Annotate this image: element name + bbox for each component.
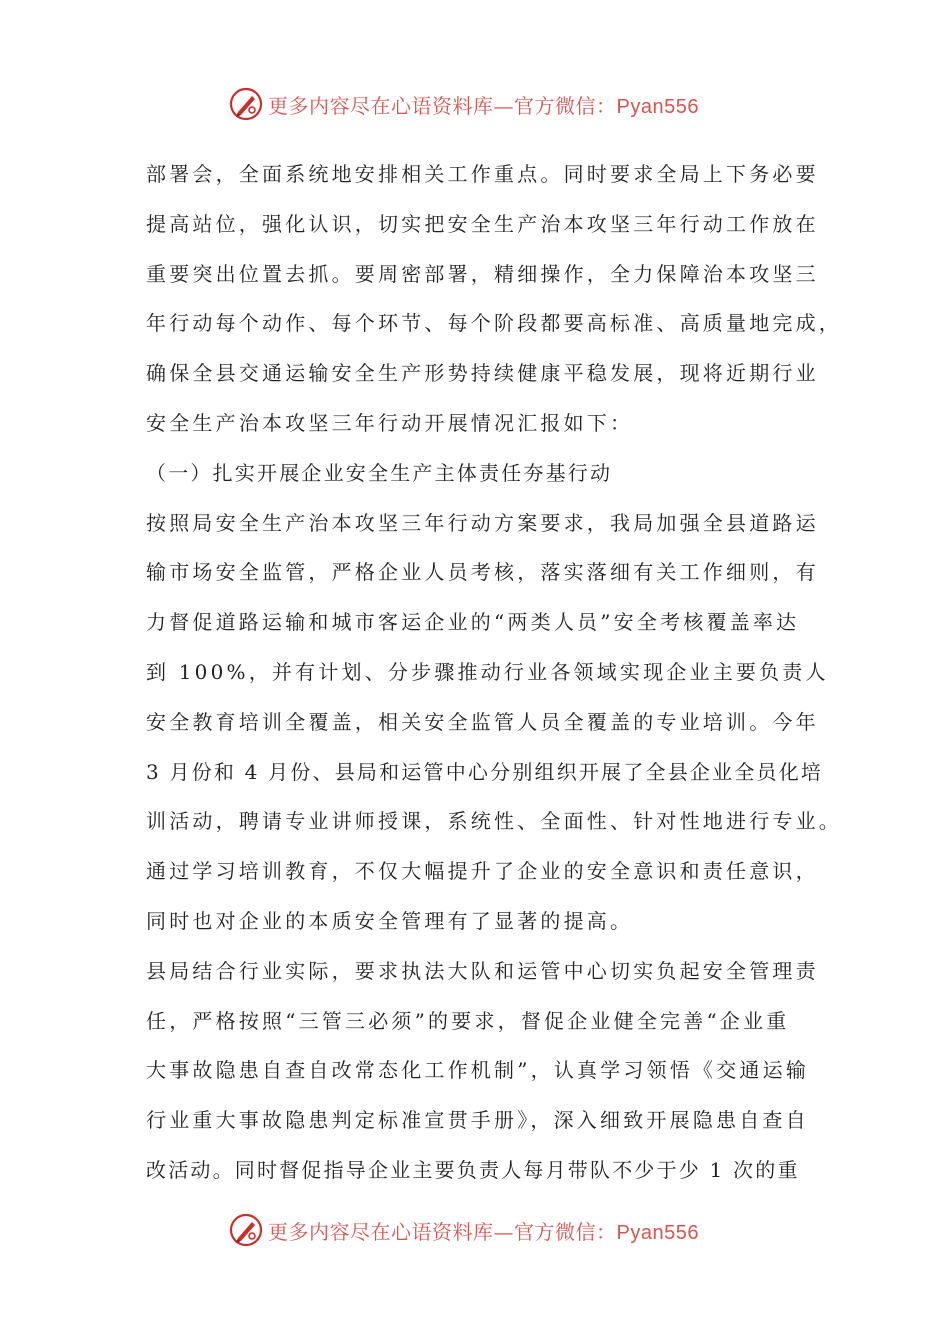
text-line: 县局结合行业实际，要求执法大队和运管中心切实负起安全管理责 <box>146 958 819 983</box>
pen-nib-icon <box>228 86 264 122</box>
text-line: 按照局安全生产治本攻坚三年行动方案要求，我局加强全县道路运 <box>146 510 819 535</box>
pen-nib-icon <box>228 1212 264 1248</box>
text-line: 部署会，全面系统地安排相关工作重点。同时要求全局上下务必要 <box>146 162 819 186</box>
text-line: 力督促道路运输和城市客运企业的“两类人员”安全考核覆盖率达 <box>146 610 800 635</box>
footer-banner <box>228 1210 748 1250</box>
text-line: 输市场安全监管，严格企业人员考核，落实落细有关工作细则，有 <box>146 560 819 585</box>
document-body <box>146 150 842 1196</box>
text-line: 训活动，聘请专业讲师授课，系统性、全面性、针对性地进行专业。 <box>146 809 842 834</box>
section-heading: （一）扎实开展企业安全生产主体责任夯基行动 <box>146 460 613 485</box>
wechat-id: Pyan556 <box>616 1221 699 1244</box>
text-line: 改活动。同时督促指导企业主要负责人每月带队不少于少 1 次的重 <box>146 1157 800 1182</box>
text-line: 确保全县交通运输安全生产形势持续健康平稳发展，现将近期行业 <box>146 361 819 386</box>
text-line: 到 100%，并有计划、分步骤推动行业各领域实现企业主要负责人 <box>146 659 829 684</box>
text-line: 3 月份和 4 月份、县局和运管中心分别组织开展了全县企业全员化培 <box>146 759 824 784</box>
banner-text: 更多内容尽在心语资料库—官方微信：Pyan556 <box>268 93 699 118</box>
text-line: 通过学习培训教育，不仅大幅提升了企业的安全意识和责任意识， <box>146 859 819 884</box>
header-banner <box>228 84 748 124</box>
text-line: 重要突出位置去抓。要周密部署，精细操作，全力保障治本攻坚三 <box>146 261 819 286</box>
text-line: 行业重大事故隐患判定标准宣贯手册》，深入细致开展隐患自查自 <box>146 1108 809 1133</box>
text-line: 提高站位，强化认识，切实把安全生产治本攻坚三年行动工作放在 <box>146 211 819 236</box>
text-line: 任，严格按照“三管三必须”的要求，督促企业健全完善“企业重 <box>146 1008 790 1033</box>
text-line: 安全生产治本攻坚三年行动开展情况汇报如下： <box>146 410 634 435</box>
banner-text: 更多内容尽在心语资料库—官方微信：Pyan556 <box>268 1219 699 1244</box>
text-line: 大事故隐患自查自改常态化工作机制”，认真学习领悟《交通运输 <box>146 1058 810 1083</box>
text-line: 年行动每个动作、每个环节、每个阶段都要高标准、高质量地完成， <box>146 311 842 336</box>
text-line: 同时也对企业的本质安全管理有了显著的提高。 <box>146 908 634 933</box>
wechat-id: Pyan556 <box>616 95 699 118</box>
text-line: 安全教育培训全覆盖，相关安全监管人员全覆盖的专业培训。今年 <box>146 709 819 734</box>
